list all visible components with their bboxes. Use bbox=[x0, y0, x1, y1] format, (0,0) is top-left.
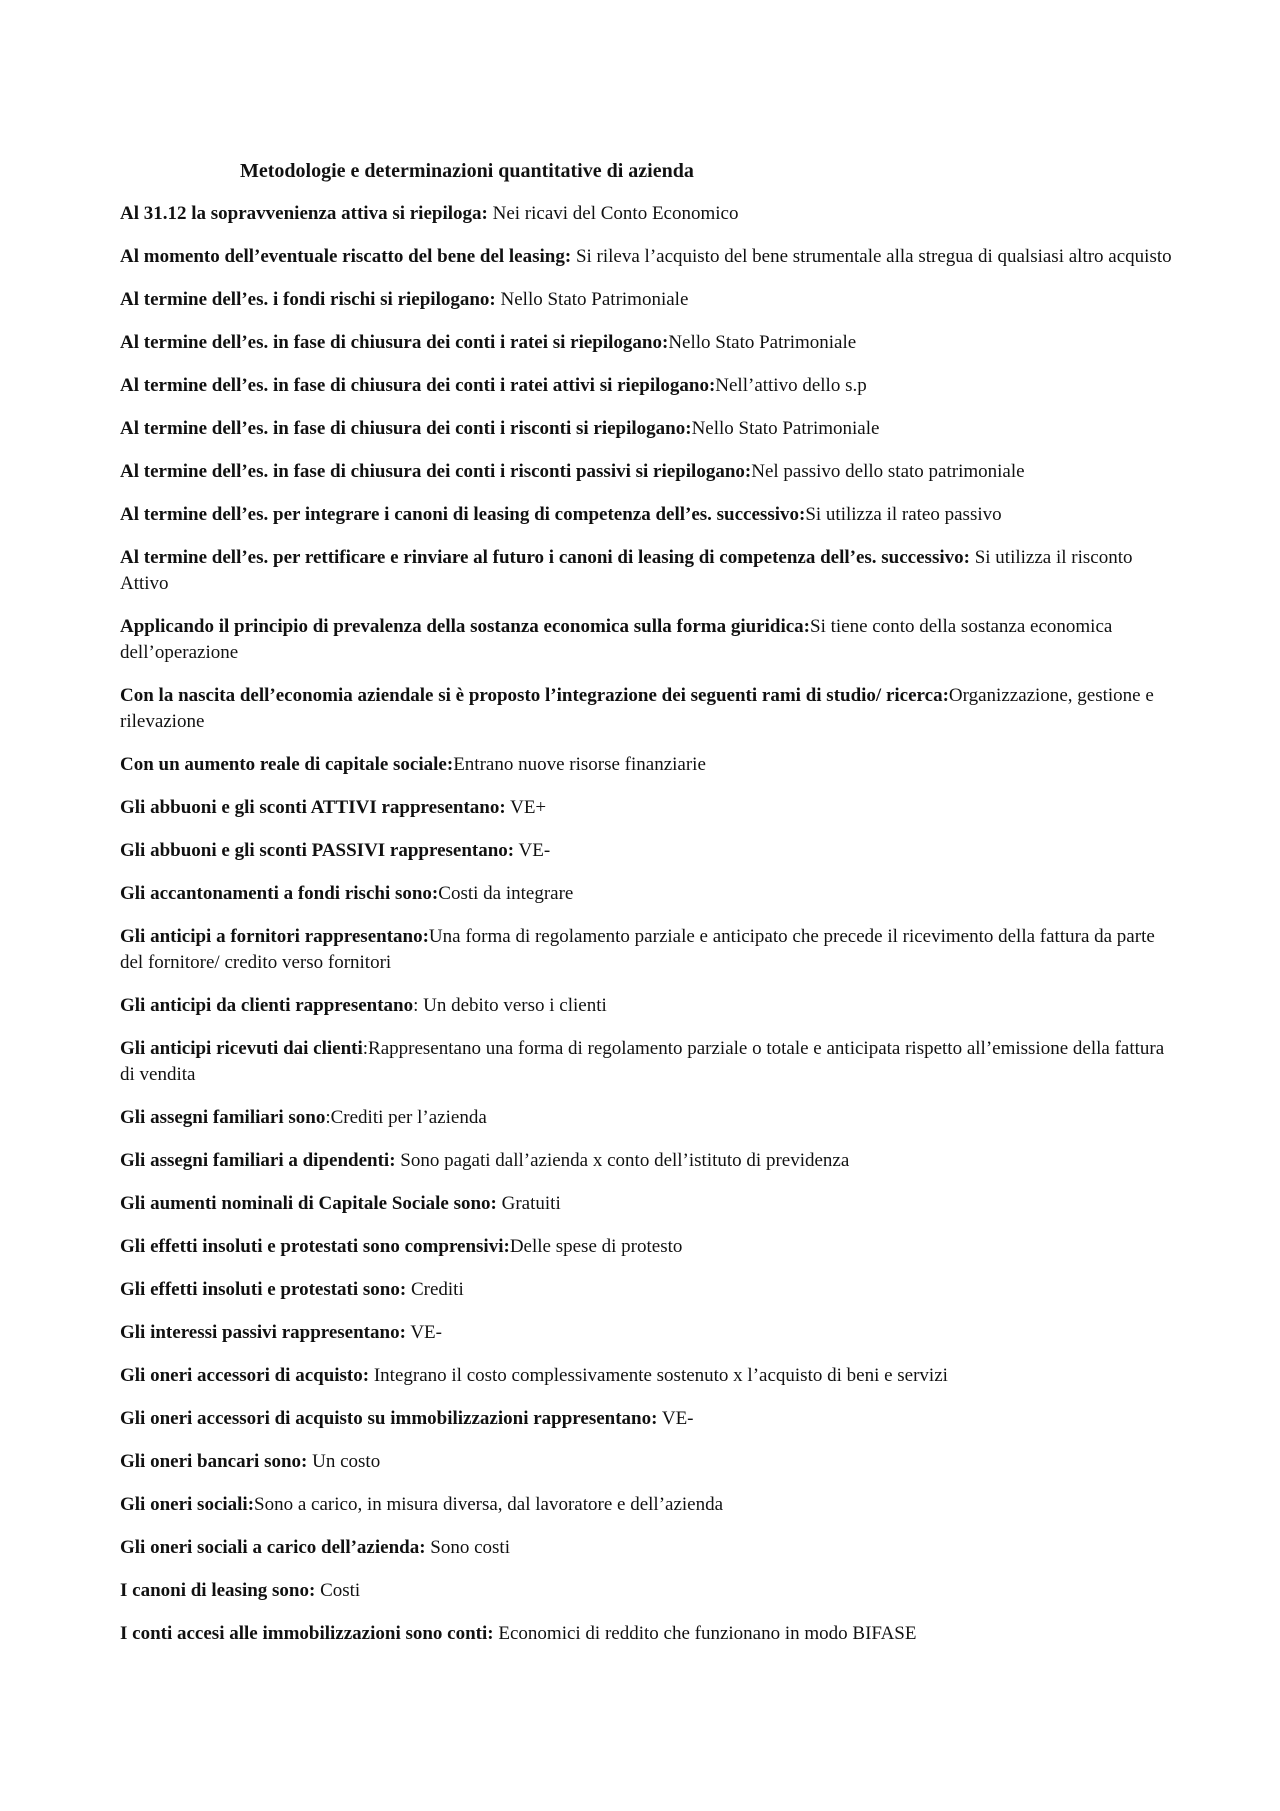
entry-item bbox=[120, 1277, 1180, 1303]
entry-answer: :Crediti per l’azienda bbox=[325, 1107, 487, 1128]
entry-item bbox=[120, 1105, 1180, 1131]
entry-question: Applicando il principio di prevalenza della sostanza economica sulla forma giuridica: bbox=[120, 616, 811, 637]
entry-answer: Sono a carico, in misura diversa, dal lavoratore e dell’azienda bbox=[254, 1494, 724, 1515]
entry-item bbox=[120, 244, 1180, 270]
entry-item bbox=[120, 1492, 1180, 1518]
entry-item bbox=[120, 1191, 1180, 1217]
entry-answer: Nello Stato Patrimoniale bbox=[668, 332, 857, 353]
entry-item bbox=[120, 924, 1180, 976]
entry-answer: Si tiene conto della sostanza economica dell’operazione bbox=[120, 616, 1113, 663]
entry-question: Gli effetti insoluti e protestati sono: bbox=[120, 1279, 407, 1300]
entry-item bbox=[120, 1535, 1180, 1561]
entry-item bbox=[120, 1449, 1180, 1475]
entry-answer: VE- bbox=[514, 840, 551, 861]
entry-item bbox=[120, 752, 1180, 778]
entry-item bbox=[120, 683, 1180, 735]
entry-answer: Entrano nuove risorse finanziarie bbox=[453, 754, 706, 775]
entry-question: Al termine dell’es. per integrare i canoni di leasing di competenza dell’es. successivo: bbox=[120, 504, 806, 525]
entry-answer: Costi da integrare bbox=[438, 883, 574, 904]
entry-answer: Costi bbox=[315, 1580, 361, 1601]
entry-question: Gli aumenti nominali di Capitale Sociale sono: bbox=[120, 1193, 497, 1214]
entry-question: Gli assegni familiari sono bbox=[120, 1107, 326, 1128]
entry-answer: Integrano il costo complessivamente sostenuto x l’acquisto di beni e servizi bbox=[369, 1365, 948, 1386]
entry-item bbox=[120, 287, 1180, 313]
entry-question: Con la nascita dell’economia aziendale si è proposto l’integrazione dei seguenti rami di studio/ ricerca: bbox=[120, 685, 949, 706]
entry-answer: Un costo bbox=[307, 1451, 381, 1472]
entry-answer: Crediti bbox=[406, 1279, 464, 1300]
entry-item bbox=[120, 1320, 1180, 1346]
entry-question: Al termine dell’es. i fondi rischi si riepilogano: bbox=[120, 289, 496, 310]
entry-item bbox=[120, 795, 1180, 821]
entry-question: Gli anticipi da clienti rappresentano bbox=[120, 995, 414, 1016]
entry-answer: Si utilizza il risconto Attivo bbox=[120, 547, 1133, 594]
entry-answer: Delle spese di protesto bbox=[509, 1236, 683, 1257]
entry-answer: Gratuiti bbox=[496, 1193, 561, 1214]
entry-answer: Nell’attivo dello s.p bbox=[715, 375, 867, 396]
entry-question: Al termine dell’es. per rettificare e rinviare al futuro i canoni di leasing di competenza dell’es. successivo: bbox=[120, 547, 970, 568]
entry-answer: Nei ricavi del Conto Economico bbox=[487, 203, 739, 224]
entry-question: Al termine dell’es. in fase di chiusura dei conti i risconti si riepilogano: bbox=[120, 418, 692, 439]
entry-item bbox=[120, 502, 1180, 528]
entry-answer: Economici di reddito che funzionano in modo BIFASE bbox=[493, 1623, 917, 1644]
entry-item bbox=[120, 1148, 1180, 1174]
entry-answer: Sono pagati dall’azienda x conto dell’istituto di previdenza bbox=[395, 1150, 850, 1171]
entry-answer: :Rappresentano una forma di regolamento parziale o totale e anticipata rispetto all’emissione della fattura di vendita bbox=[120, 1038, 1165, 1085]
entry-question: Gli accantonamenti a fondi rischi sono: bbox=[120, 883, 439, 904]
entry-question: Al termine dell’es. in fase di chiusura dei conti i ratei attivi si riepilogano: bbox=[120, 375, 716, 396]
entry-question: Gli oneri sociali a carico dell’azienda: bbox=[120, 1537, 426, 1558]
entry-question: Gli effetti insoluti e protestati sono comprensivi: bbox=[120, 1236, 510, 1257]
entry-answer: VE- bbox=[657, 1408, 694, 1429]
entry-item bbox=[120, 881, 1180, 907]
entry-answer: Sono costi bbox=[425, 1537, 510, 1558]
entry-question: Gli oneri bancari sono: bbox=[120, 1451, 308, 1472]
entry-answer: : Un debito verso i clienti bbox=[413, 995, 607, 1016]
entry-answer: VE+ bbox=[505, 797, 547, 818]
entry-item bbox=[120, 545, 1180, 597]
entry-question: Gli oneri accessori di acquisto su immobilizzazioni rappresentano: bbox=[120, 1408, 658, 1429]
entry-item bbox=[120, 614, 1180, 666]
entry-answer: Nello Stato Patrimoniale bbox=[495, 289, 689, 310]
entry-item bbox=[120, 1578, 1180, 1604]
document-title: Metodologie e determinazioni quantitative di azienda bbox=[240, 160, 694, 182]
entry-question: Gli anticipi ricevuti dai clienti bbox=[120, 1038, 363, 1059]
entry-answer: Si utilizza il rateo passivo bbox=[805, 504, 1002, 525]
entry-answer: Nel passivo dello stato patrimoniale bbox=[751, 461, 1025, 482]
entry-item bbox=[120, 459, 1180, 485]
entry-answer: Una forma di regolamento parziale e anticipato che precede il ricevimento della fattura da parte del fornitore/ credito verso fornitori bbox=[120, 926, 1155, 973]
entry-question: Al termine dell’es. in fase di chiusura dei conti i risconti passivi si riepilogano: bbox=[120, 461, 752, 482]
entry-question: Gli oneri accessori di acquisto: bbox=[120, 1365, 370, 1386]
entry-question: Gli interessi passivi rappresentano: bbox=[120, 1322, 406, 1343]
entry-question: Gli abbuoni e gli sconti PASSIVI rappresentano: bbox=[120, 840, 515, 861]
entry-item bbox=[120, 416, 1180, 442]
entry-answer: VE- bbox=[405, 1322, 442, 1343]
entry-item bbox=[120, 993, 1180, 1019]
entry-question: Gli oneri sociali: bbox=[120, 1494, 255, 1515]
entry-item bbox=[120, 1621, 1180, 1647]
entry-question: Gli abbuoni e gli sconti ATTIVI rappresentano: bbox=[120, 797, 506, 818]
entry-question: Gli anticipi a fornitori rappresentano: bbox=[120, 926, 429, 947]
entry-answer: Organizzazione, gestione e rilevazione bbox=[120, 685, 1154, 732]
entry-item bbox=[120, 201, 1180, 227]
entry-list bbox=[120, 201, 1180, 1664]
entry-item bbox=[120, 1363, 1180, 1389]
entry-item bbox=[120, 1234, 1180, 1260]
entry-question: Al termine dell’es. in fase di chiusura dei conti i ratei si riepilogano: bbox=[120, 332, 669, 353]
entry-item bbox=[120, 1406, 1180, 1432]
entry-item bbox=[120, 1036, 1180, 1088]
entry-answer: Nello Stato Patrimoniale bbox=[691, 418, 880, 439]
entry-item bbox=[120, 838, 1180, 864]
entry-question: Con un aumento reale di capitale sociale: bbox=[120, 754, 454, 775]
entry-answer: Si rileva l’acquisto del bene strumentale alla stregua di qualsiasi altro acquisto bbox=[571, 246, 1172, 267]
entry-item bbox=[120, 373, 1180, 399]
entry-question: I conti accesi alle immobilizzazioni sono conti: bbox=[120, 1623, 494, 1644]
entry-question: Gli assegni familiari a dipendenti: bbox=[120, 1150, 396, 1171]
entry-question: Al 31.12 la sopravvenienza attiva si riepiloga: bbox=[120, 203, 488, 224]
entry-item bbox=[120, 330, 1180, 356]
entry-question: I canoni di leasing sono: bbox=[120, 1580, 316, 1601]
entry-question: Al momento dell’eventuale riscatto del bene del leasing: bbox=[120, 246, 572, 267]
